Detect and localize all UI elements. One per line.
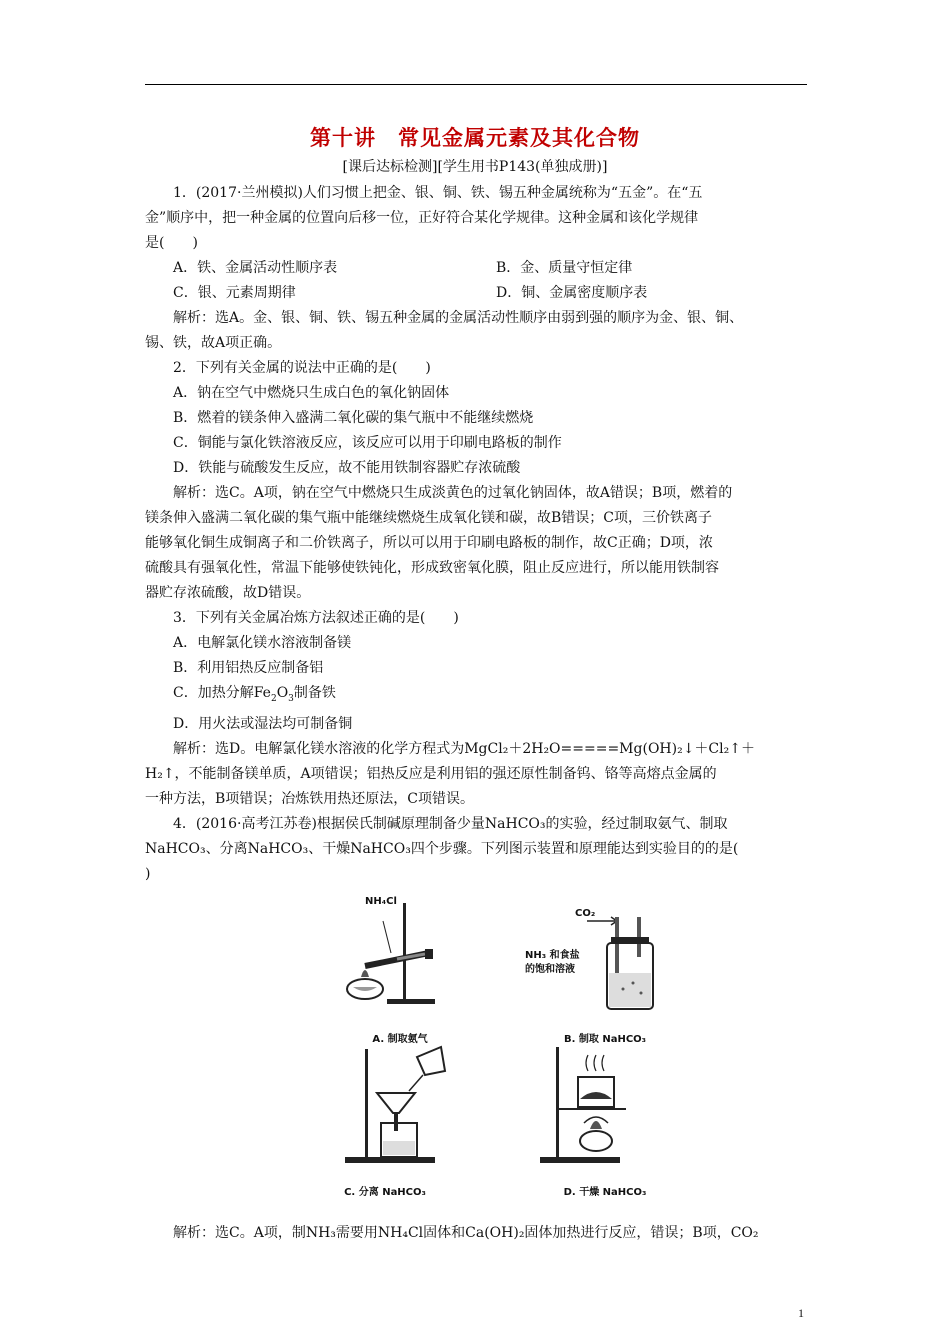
q3-option-c: [145, 681, 807, 712]
q2-option-a: A．钠在空气中燃烧只生成白色的氧化钠固体: [173, 385, 450, 401]
figure-b-caption: B. 制取 NaHCO₃: [563, 1033, 647, 1045]
figure-b-solution-label-1: NH₃ 和食盐: [525, 949, 580, 961]
figure-c: [325, 1041, 485, 1198]
q2-analysis-line-3: 能够氧化铜生成铜离子和二价铁离子，所以可以用于印刷电路板的制作，故C正确；D项，浓: [145, 535, 713, 551]
figure-b: [525, 891, 685, 1045]
q3-option-c-mid: O: [276, 685, 289, 701]
q2-option-c: C．铜能与氯化铁溶液反应，该反应可以用于印刷电路板的制作: [173, 435, 562, 451]
q1-options-row-2: [145, 281, 807, 306]
q1-stem-line-2: 金”顺序中，把一种金属的位置向后移一位，正好符合某化学规律。这种金属和该化学规律: [145, 210, 699, 226]
q3-stem: 3．下列有关金属冶炼方法叙述正确的是( ): [173, 610, 459, 626]
drying-apparatus-icon: [530, 1041, 680, 1171]
figure-a: [325, 891, 475, 1045]
q3-analysis-line-2: H₂↑，不能制备镁单质，A项错误；铝热反应是利用铝的强还原性制备钨、铬等高熔点金属的: [145, 765, 717, 782]
q4-stem-line-3: ): [145, 865, 151, 882]
figure-c-caption: C. 分离 NaHCO₃: [344, 1186, 426, 1198]
page-title: 第十讲 常见金属元素及其化合物: [310, 125, 640, 150]
page-number: 1: [798, 1306, 804, 1320]
q3-option-c-pre: C．加热分解Fe: [173, 685, 271, 701]
q1-option-a: A．铁、金属活动性顺序表: [173, 260, 338, 276]
q3-option-c-sub-2: 3: [288, 693, 294, 704]
q2-option-d: D．铁能与硫酸发生反应，故不能用铁制容器贮存浓硫酸: [173, 460, 521, 476]
q3-analysis-line-3: 一种方法，B项错误；冶炼铁用热还原法，C项错误。: [145, 790, 474, 807]
figure-b-gas-label: CO₂: [575, 907, 596, 919]
q3-option-c-post: 制备铁: [293, 685, 336, 701]
q2-analysis-line-2: 镁条伸入盛满二氧化碳的集气瓶中能继续燃烧生成氧化镁和碳，故B错误；C项，三价铁离子: [145, 510, 712, 526]
header-rule: [145, 84, 807, 85]
q2-stem: 2．下列有关金属的说法中正确的是( ): [173, 360, 431, 376]
document-body: [145, 181, 807, 1246]
figure-b-solution-label-2: 的饱和溶液: [525, 963, 575, 975]
ammonia-apparatus-icon: [325, 891, 475, 1016]
q1-analysis-line-2: 锡、铁，故A项正确。: [145, 335, 282, 351]
q4-analysis-line-1: 解析：选C。A项，制NH₃需要用NH₄Cl固体和Ca(OH)₂固体加热进行反应，错误；B项，CO₂: [173, 1224, 759, 1241]
q1-options-row-1: [145, 256, 807, 281]
q3-option-d: D．用火法或湿法均可制备铜: [173, 715, 353, 732]
q3-option-a: A．电解氯化镁水溶液制备镁: [173, 635, 352, 651]
figure-d-caption: D. 干燥 NaHCO₃: [563, 1186, 647, 1198]
q3-option-b: B．利用铝热反应制备铝: [173, 660, 324, 676]
q3-analysis-line-1: 解析：选D。电解氯化镁水溶液的化学方程式为MgCl₂＋2H₂O=====Mg(OH)₂↓＋Cl₂↑＋: [173, 740, 755, 757]
q4-stem-line-2: NaHCO₃、分离NaHCO₃、干燥NaHCO₃四个步骤。下列图示装置和原理能达到实验目的的是(: [145, 840, 739, 857]
q4-stem-line-1: 4．(2016·高考江苏卷)根据侯氏制碱原理制备少量NaHCO₃的实验，经过制取氨气、制取: [173, 815, 728, 832]
filtration-apparatus-icon: [325, 1041, 485, 1171]
q1-stem-line-3: 是( ): [145, 235, 198, 251]
q1-option-d: D．铜、金属密度顺序表: [496, 285, 648, 301]
apparatus-figure: [145, 891, 807, 1221]
q2-option-b: B．燃着的镁条伸入盛满二氧化碳的集气瓶中不能继续燃烧: [173, 410, 534, 426]
figure-d: [530, 1041, 680, 1198]
q2-analysis-line-1: 解析：选C。A项，钠在空气中燃烧只生成淡黄色的过氧化钠固体，故A错误；B项，燃着的: [173, 485, 733, 501]
q1-analysis-line-1: 解析：选A。金、银、铜、铁、锡五种金属的金属活动性顺序由弱到强的顺序为金、银、铜、: [173, 310, 744, 326]
q1-option-c: C．银、元素周期律: [173, 285, 296, 301]
figure-a-caption: A. 制取氨气: [372, 1033, 428, 1045]
q1-stem-line-1: 1．(2017·兰州模拟)人们习惯上把金、银、铜、铁、锡五种金属统称为“五金”。在“五: [173, 185, 703, 201]
q3-option-c-sub-1: 2: [270, 693, 277, 704]
q2-analysis-line-5: 器贮存浓硫酸，故D错误。: [145, 585, 311, 601]
q1-option-b: B．金、质量守恒定律: [496, 260, 633, 276]
q2-analysis-line-4: 硫酸具有强氧化性，常温下能够使铁钝化，形成致密氧化膜，阻止反应进行，所以能用铁制容: [145, 560, 719, 576]
figure-a-reagent-label: NH₄Cl: [365, 895, 397, 907]
page-subtitle: [课后达标检测][学生用书P143(单独成册)]: [342, 159, 608, 175]
